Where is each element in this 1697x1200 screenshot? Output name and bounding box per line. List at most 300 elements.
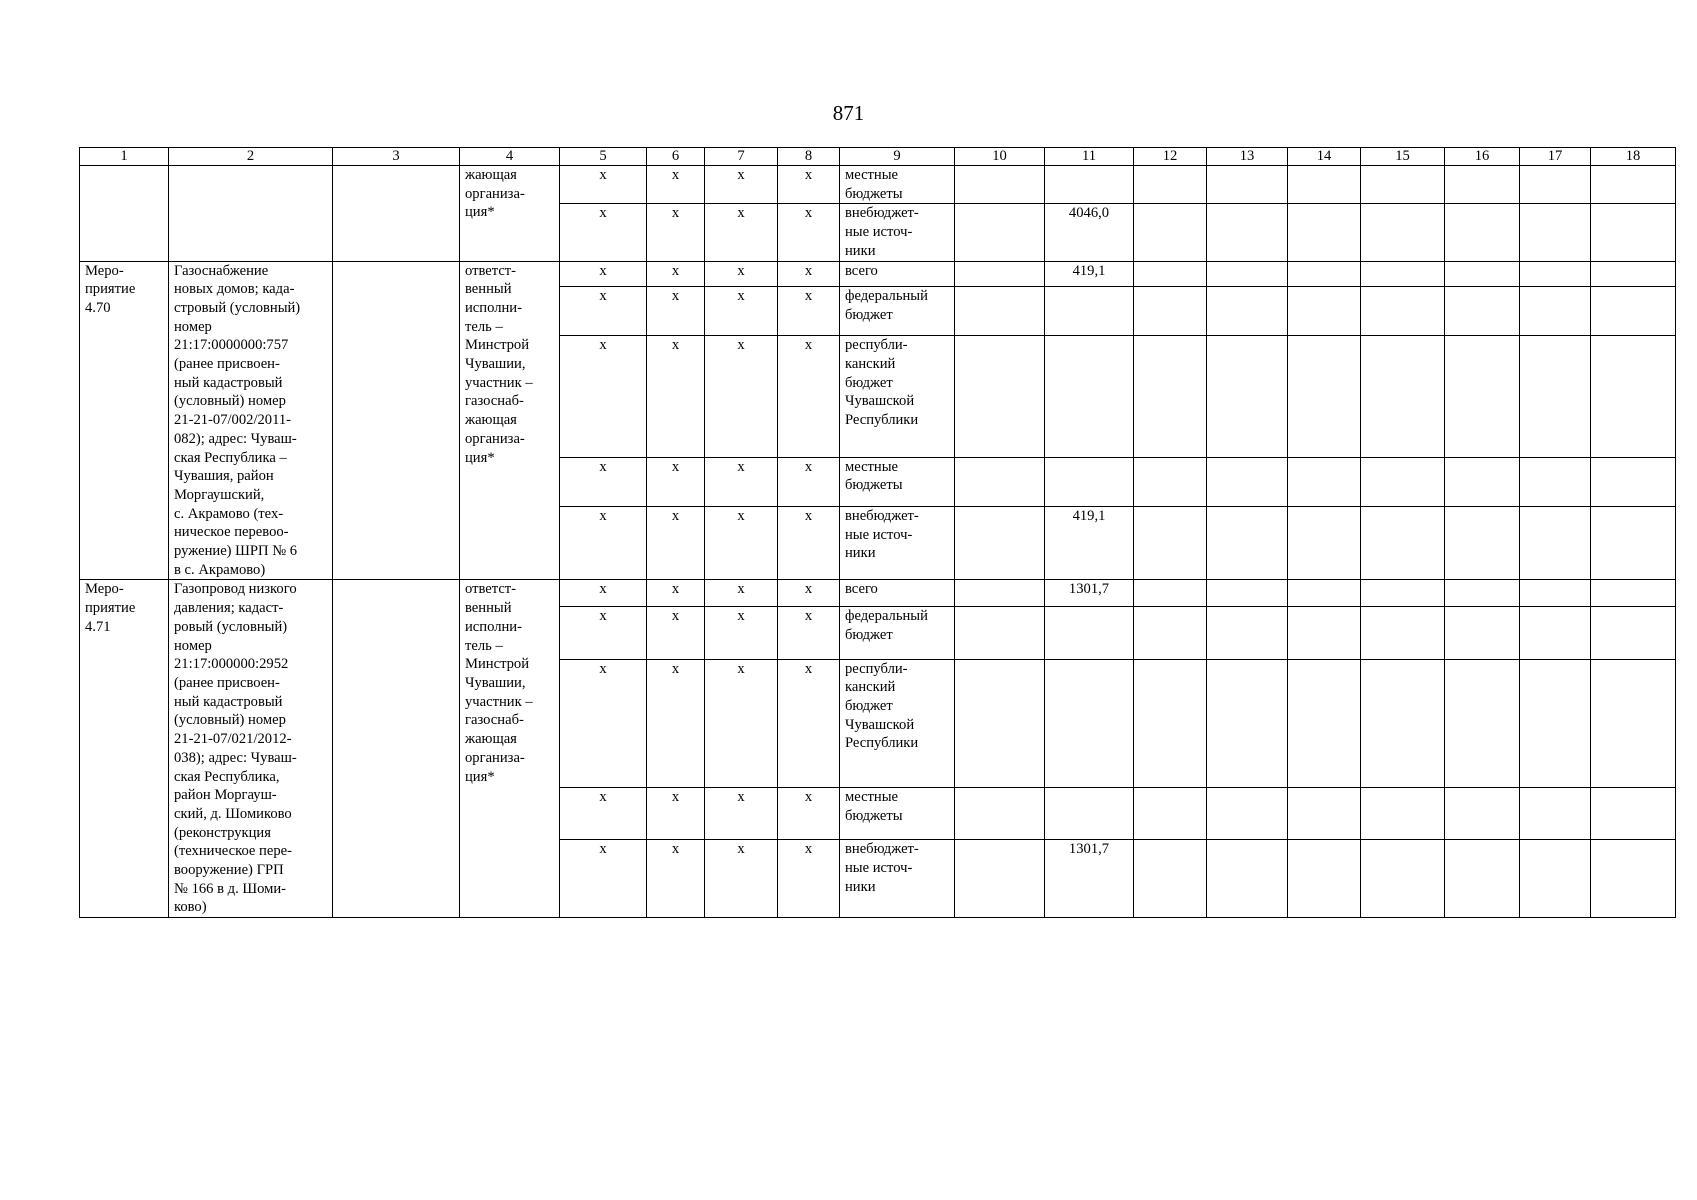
description-line: 21:17:000000:2952: [174, 656, 289, 673]
amount-cell: [1045, 788, 1134, 840]
cell-empty: [955, 261, 1045, 286]
amount-cell: 419,1: [1045, 261, 1134, 286]
x-mark: х: [560, 457, 647, 506]
cell-empty: [1207, 204, 1288, 261]
x-mark: х: [560, 607, 647, 659]
source-line: местные: [845, 458, 899, 475]
source-line: местные: [845, 167, 899, 183]
cell-empty: [1134, 336, 1207, 457]
description-line: ково): [174, 899, 207, 916]
cell-empty: [1134, 507, 1207, 580]
x-mark: х: [560, 336, 647, 457]
cell-empty: [1207, 336, 1288, 457]
cell-empty: [1361, 286, 1445, 335]
description-line: 082); адрес: Чуваш-: [174, 430, 297, 447]
source-line: ные источ-: [845, 860, 913, 877]
event-col3: [333, 261, 460, 580]
cell-empty: [1361, 659, 1445, 788]
cell-empty: [1520, 457, 1591, 506]
header-row: [80, 148, 1676, 166]
x-mark: х: [705, 261, 778, 286]
cell-empty: [1134, 457, 1207, 506]
cell-empty: [1445, 286, 1520, 335]
funding-source: [840, 457, 955, 506]
x-mark: х: [560, 788, 647, 840]
amount-cell: [1045, 166, 1134, 204]
x-mark: х: [705, 788, 778, 840]
description-line: новых домов; када-: [174, 281, 295, 298]
cell-empty: [1361, 840, 1445, 918]
cell-empty: [1591, 261, 1676, 286]
amount-cell: [1045, 457, 1134, 506]
source-line: федеральный: [845, 608, 928, 625]
cell-empty: [1591, 840, 1676, 918]
cell-empty: [1361, 788, 1445, 840]
cell-empty: [1591, 788, 1676, 840]
executor-line: участник –: [465, 693, 533, 710]
executor-line: тель –: [465, 318, 503, 335]
x-mark: х: [560, 659, 647, 788]
cell-empty: [1445, 457, 1520, 506]
description-line: номер: [174, 318, 212, 335]
description-line: Газоснабжение: [174, 262, 269, 279]
x-mark: х: [778, 788, 840, 840]
source-line: Чувашской: [845, 716, 915, 733]
description-line: ская Республика –: [174, 449, 287, 466]
cell-empty: [1445, 607, 1520, 659]
cell-empty: [1207, 659, 1288, 788]
executor-line: Минстрой: [465, 337, 530, 354]
cell-empty: [1361, 261, 1445, 286]
x-mark: х: [705, 840, 778, 918]
executor-line: газоснаб-: [465, 393, 524, 410]
cell-empty: [955, 788, 1045, 840]
cell-empty: [955, 580, 1045, 607]
amount-cell: [1045, 336, 1134, 457]
cell-empty: [1207, 286, 1288, 335]
x-mark: х: [647, 659, 705, 788]
cell-empty: [1361, 336, 1445, 457]
cell-empty: [955, 204, 1045, 261]
cell-empty: [1288, 457, 1361, 506]
description-line: (условный) номер: [174, 712, 286, 729]
cell-empty: [1134, 580, 1207, 607]
x-mark: х: [705, 607, 778, 659]
cell-empty: [1288, 507, 1361, 580]
description-line: Чувашия, район: [174, 468, 274, 485]
description-line: ный кадастровый: [174, 374, 283, 391]
source-line: ные источ-: [845, 526, 913, 543]
cell-empty: [1361, 507, 1445, 580]
source-line: ники: [845, 545, 876, 562]
cell-empty: [955, 507, 1045, 580]
column-header: 8: [778, 148, 840, 166]
executor-line: Чувашии,: [465, 674, 526, 691]
label-line: приятие: [85, 600, 136, 617]
label-line: Меро-: [85, 581, 124, 598]
column-header: 16: [1445, 148, 1520, 166]
cell-empty: [1288, 336, 1361, 457]
description-line: 21-21-07/021/2012-: [174, 731, 292, 748]
executor-line: исполни-: [465, 299, 522, 316]
x-mark: х: [778, 336, 840, 457]
table-row: [80, 580, 1676, 607]
cell-empty: [1361, 457, 1445, 506]
x-mark: х: [778, 840, 840, 918]
cell-empty: [1520, 607, 1591, 659]
x-mark: х: [647, 286, 705, 335]
source-line: бюджет: [845, 306, 893, 323]
amount-cell: [1045, 286, 1134, 335]
description-line: (условный) номер: [174, 393, 286, 410]
cell-empty: [1361, 607, 1445, 659]
cell-empty: [1288, 840, 1361, 918]
x-mark: х: [560, 261, 647, 286]
description-line: (ранее присвоен-: [174, 356, 280, 373]
x-mark: х: [647, 261, 705, 286]
source-line: бюджет: [845, 374, 893, 391]
cell-empty: [1134, 788, 1207, 840]
cell-empty: [1445, 580, 1520, 607]
source-line: ные источ-: [845, 224, 913, 241]
x-mark: х: [647, 840, 705, 918]
cell-empty: [955, 457, 1045, 506]
x-mark: х: [705, 204, 778, 261]
cell-empty: [1445, 336, 1520, 457]
label-line: приятие: [85, 281, 136, 298]
cell-empty: [1207, 788, 1288, 840]
cell-empty: [1520, 286, 1591, 335]
x-mark: х: [647, 457, 705, 506]
source-line: бюджеты: [845, 185, 903, 202]
source-line: ники: [845, 878, 876, 895]
funding-source: [840, 204, 955, 261]
column-header: 3: [333, 148, 460, 166]
cell-empty: [1288, 607, 1361, 659]
event-executor: [460, 261, 560, 580]
executor-line: Чувашии,: [465, 356, 526, 373]
source-line: внебюджет-: [845, 508, 919, 525]
cell-empty: [955, 286, 1045, 335]
source-line: Республики: [845, 412, 919, 428]
event-description: [169, 166, 333, 262]
cell-empty: [1288, 204, 1361, 261]
budget-table: [79, 147, 1676, 918]
x-mark: х: [778, 286, 840, 335]
x-mark: х: [778, 261, 840, 286]
x-mark: х: [560, 840, 647, 918]
source-line: бюджет: [845, 626, 893, 643]
cell-empty: [955, 659, 1045, 788]
source-line: всего: [845, 581, 878, 598]
x-mark: х: [705, 457, 778, 506]
cell-empty: [1520, 507, 1591, 580]
cell-empty: [1207, 840, 1288, 918]
cell-empty: [1591, 607, 1676, 659]
cell-empty: [955, 166, 1045, 204]
cell-empty: [1520, 788, 1591, 840]
executor-line: газоснаб-: [465, 712, 524, 729]
cell-empty: [1591, 204, 1676, 261]
description-line: ническое перевоо-: [174, 524, 289, 541]
description-line: давления; кадаст-: [174, 600, 284, 617]
source-line: федеральный: [845, 287, 928, 304]
description-line: район Моргауш-: [174, 787, 277, 804]
cell-empty: [1445, 788, 1520, 840]
executor-line: жающая: [465, 731, 517, 748]
x-mark: х: [647, 507, 705, 580]
column-header: 10: [955, 148, 1045, 166]
description-line: ный кадастровый: [174, 693, 283, 710]
x-mark: х: [647, 204, 705, 261]
cell-empty: [1134, 840, 1207, 918]
cell-empty: [1134, 204, 1207, 261]
description-line: 038); адрес: Чуваш-: [174, 749, 297, 766]
column-header: 7: [705, 148, 778, 166]
column-header: 2: [169, 148, 333, 166]
funding-source: [840, 286, 955, 335]
cell-empty: [1207, 261, 1288, 286]
event-description: [169, 580, 333, 918]
x-mark: х: [705, 580, 778, 607]
table-row: [80, 261, 1676, 286]
x-mark: х: [778, 204, 840, 261]
funding-source: [840, 336, 955, 457]
x-mark: х: [560, 286, 647, 335]
description-line: в с. Акрамово): [174, 561, 266, 578]
funding-source: [840, 607, 955, 659]
source-line: всего: [845, 262, 878, 279]
cell-empty: [1520, 204, 1591, 261]
cell-empty: [955, 336, 1045, 457]
label-line: 4.70: [85, 299, 111, 316]
column-header: 4: [460, 148, 560, 166]
source-line: местные: [845, 789, 899, 806]
description-line: № 166 в д. Шоми-: [174, 880, 287, 897]
event-col3: [333, 166, 460, 262]
event-label: [80, 580, 169, 918]
cell-empty: [1520, 166, 1591, 204]
cell-empty: [1134, 166, 1207, 204]
cell-empty: [1520, 336, 1591, 457]
cell-empty: [1445, 507, 1520, 580]
column-header: 6: [647, 148, 705, 166]
cell-empty: [1207, 457, 1288, 506]
cell-empty: [1134, 659, 1207, 788]
x-mark: х: [647, 580, 705, 607]
description-line: 21-21-07/002/2011-: [174, 412, 292, 429]
cell-empty: [1207, 580, 1288, 607]
x-mark: х: [705, 286, 778, 335]
cell-empty: [1591, 166, 1676, 204]
cell-empty: [1591, 580, 1676, 607]
description-line: вооружение) ГРП: [174, 862, 284, 879]
cell-empty: [1591, 507, 1676, 580]
table-row: [80, 166, 1676, 204]
cell-empty: [1134, 607, 1207, 659]
funding-source: [840, 166, 955, 204]
executor-line: участник –: [465, 374, 533, 391]
cell-empty: [1207, 166, 1288, 204]
executor-line: венный: [465, 600, 512, 617]
executor-line: тель –: [465, 637, 503, 654]
cell-empty: [1445, 204, 1520, 261]
column-header: 12: [1134, 148, 1207, 166]
cell-empty: [1361, 166, 1445, 204]
x-mark: х: [560, 507, 647, 580]
executor-line: ция*: [465, 204, 495, 221]
event-executor: [460, 580, 560, 918]
label-line: Меро-: [85, 262, 124, 279]
executor-line: организа-: [465, 749, 525, 766]
cell-empty: [1288, 286, 1361, 335]
cell-empty: [1288, 261, 1361, 286]
cell-empty: [1445, 261, 1520, 286]
x-mark: х: [560, 204, 647, 261]
executor-line: ответст-: [465, 581, 517, 598]
x-mark: х: [778, 580, 840, 607]
amount-cell: 1301,7: [1045, 840, 1134, 918]
executor-line: организа-: [465, 185, 525, 202]
x-mark: х: [778, 507, 840, 580]
cell-empty: [1520, 659, 1591, 788]
executor-line: исполни-: [465, 618, 522, 635]
funding-source: [840, 788, 955, 840]
column-header: 5: [560, 148, 647, 166]
x-mark: х: [647, 336, 705, 457]
event-description: [169, 261, 333, 580]
x-mark: х: [778, 457, 840, 506]
description-line: с. Акрамово (тех-: [174, 505, 284, 522]
cell-empty: [1288, 580, 1361, 607]
event-executor: [460, 166, 560, 262]
executor-line: Минстрой: [465, 656, 530, 673]
description-line: номер: [174, 637, 212, 654]
source-line: Республики: [845, 735, 919, 752]
funding-source: [840, 659, 955, 788]
description-line: Газопровод низкого: [174, 581, 297, 598]
description-line: стровый (условный): [174, 299, 301, 316]
source-line: республи-: [845, 337, 908, 354]
x-mark: х: [647, 166, 705, 204]
event-label: [80, 166, 169, 262]
executor-line: организа-: [465, 430, 525, 447]
cell-empty: [1520, 580, 1591, 607]
column-header: 18: [1591, 148, 1676, 166]
description-line: ружение) ШРП № 6: [174, 543, 298, 560]
cell-empty: [1207, 507, 1288, 580]
cell-empty: [955, 840, 1045, 918]
description-line: ская Республика,: [174, 768, 280, 785]
executor-line: ция*: [465, 768, 495, 785]
cell-empty: [1591, 336, 1676, 457]
cell-empty: [1361, 580, 1445, 607]
x-mark: х: [705, 166, 778, 204]
executor-line: венный: [465, 281, 512, 298]
cell-empty: [1134, 261, 1207, 286]
cell-empty: [1445, 659, 1520, 788]
source-line: внебюджет-: [845, 205, 919, 222]
funding-source: [840, 507, 955, 580]
cell-empty: [1445, 840, 1520, 918]
x-mark: х: [778, 166, 840, 204]
x-mark: х: [705, 659, 778, 788]
label-line: 4.71: [85, 618, 111, 635]
funding-source: [840, 840, 955, 918]
x-mark: х: [778, 659, 840, 788]
amount-cell: [1045, 659, 1134, 788]
cell-empty: [1591, 286, 1676, 335]
column-header: 17: [1520, 148, 1591, 166]
cell-empty: [1591, 457, 1676, 506]
column-header: 1: [80, 148, 169, 166]
funding-source: [840, 580, 955, 607]
amount-cell: 419,1: [1045, 507, 1134, 580]
cell-empty: [1288, 659, 1361, 788]
amount-cell: 4046,0: [1045, 204, 1134, 261]
source-line: канский: [845, 355, 896, 372]
executor-line: жающая: [465, 412, 517, 429]
cell-empty: [1207, 607, 1288, 659]
page-number: 871: [832, 101, 865, 125]
source-line: внебюджет-: [845, 841, 919, 858]
description-line: Моргаушский,: [174, 486, 265, 503]
column-header: 14: [1288, 148, 1361, 166]
source-line: Чувашской: [845, 393, 915, 410]
column-header: 11: [1045, 148, 1134, 166]
cell-empty: [1445, 166, 1520, 204]
description-line: 21:17:0000000:757: [174, 337, 289, 354]
amount-cell: [1045, 607, 1134, 659]
cell-empty: [1520, 840, 1591, 918]
description-line: (ранее присвоен-: [174, 674, 280, 691]
x-mark: х: [705, 507, 778, 580]
description-line: (реконструкция: [174, 824, 271, 841]
source-line: бюджеты: [845, 477, 903, 494]
x-mark: х: [647, 788, 705, 840]
x-mark: х: [560, 580, 647, 607]
cell-empty: [955, 607, 1045, 659]
cell-empty: [1591, 659, 1676, 788]
column-header: 15: [1361, 148, 1445, 166]
column-header: 13: [1207, 148, 1288, 166]
x-mark: х: [647, 607, 705, 659]
description-line: ровый (условный): [174, 618, 288, 635]
executor-line: ответст-: [465, 262, 517, 279]
cell-empty: [1288, 166, 1361, 204]
source-line: республи-: [845, 660, 908, 677]
event-col3: [333, 580, 460, 918]
cell-empty: [1288, 788, 1361, 840]
source-line: бюджеты: [845, 807, 903, 824]
source-line: ники: [845, 242, 876, 259]
executor-line: жающая: [465, 167, 517, 183]
executor-line: ция*: [465, 449, 495, 466]
funding-source: [840, 261, 955, 286]
cell-empty: [1361, 204, 1445, 261]
column-header: 9: [840, 148, 955, 166]
cell-empty: [1520, 261, 1591, 286]
x-mark: х: [560, 166, 647, 204]
description-line: ский, д. Шомиково: [174, 805, 292, 822]
source-line: канский: [845, 679, 896, 696]
amount-cell: 1301,7: [1045, 580, 1134, 607]
x-mark: х: [705, 336, 778, 457]
event-label: [80, 261, 169, 580]
source-line: бюджет: [845, 697, 893, 714]
x-mark: х: [778, 607, 840, 659]
description-line: (техническое пере-: [174, 843, 292, 860]
